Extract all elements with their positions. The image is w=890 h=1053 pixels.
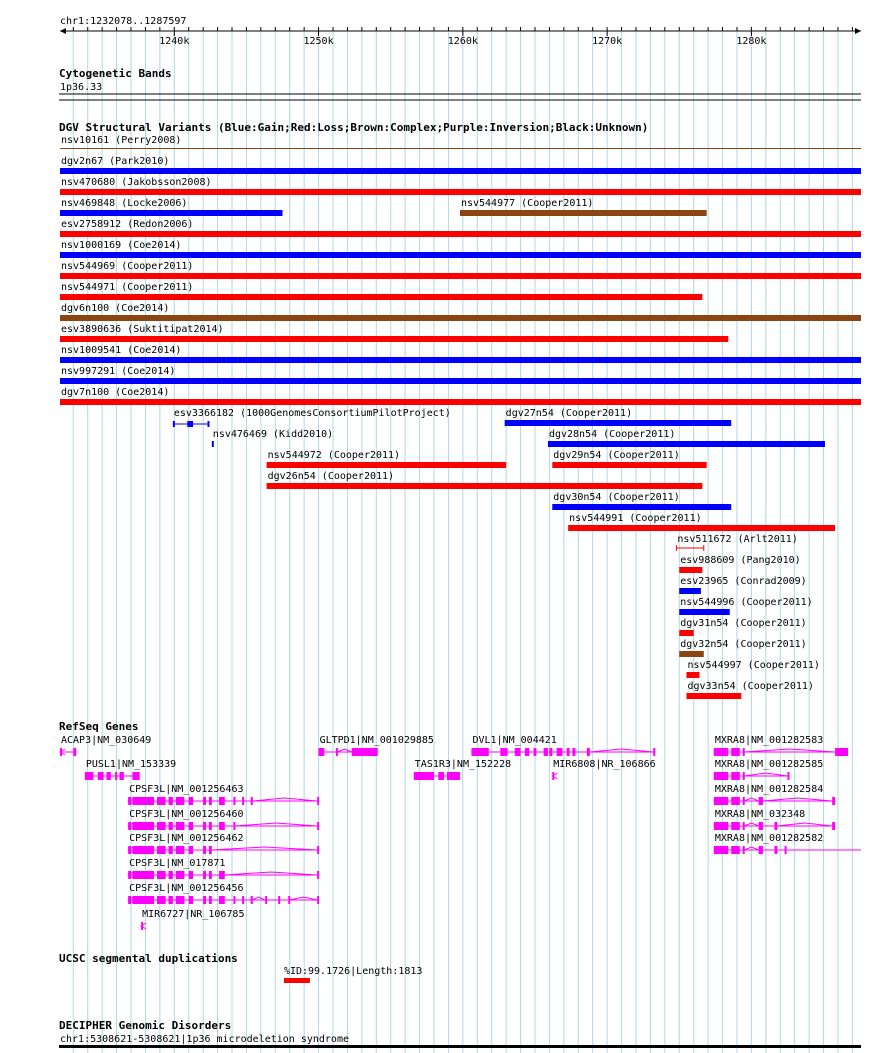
refseq-gene-exon[interactable] — [132, 772, 139, 780]
refseq-gene-exon[interactable] — [759, 846, 763, 854]
refseq-gene-exon[interactable] — [209, 822, 212, 830]
dgv-variant-bar[interactable] — [548, 441, 825, 447]
dgv-variant-label: nsv544996 (Cooper2011) — [680, 597, 813, 608]
refseq-gene-exon[interactable] — [176, 846, 185, 854]
refseq-gene-exon[interactable] — [265, 896, 267, 904]
dgv-variant-block[interactable] — [207, 421, 209, 427]
refseq-gene-label: GLTPD1|NM_001029885 — [319, 735, 434, 746]
refseq-gene-exon[interactable] — [98, 772, 104, 780]
ruler-tick-label: 1240k — [159, 36, 190, 47]
refseq-gene-exon[interactable] — [169, 896, 173, 904]
dgv-features — [60, 135, 861, 699]
dgv-variant-label: nsv10161 (Perry2008) — [61, 135, 182, 146]
refseq-gene-exon[interactable] — [743, 748, 745, 756]
ruler-arrow-right-icon — [855, 28, 861, 34]
refseq-gene-exon[interactable] — [317, 822, 319, 830]
dgv-variant-label: dgv32n54 (Cooper2011) — [680, 639, 807, 650]
dgv-variant-label: dgv33n54 (Cooper2011) — [687, 681, 814, 692]
refseq-gene-exon[interactable] — [233, 822, 235, 830]
dgv-variant-bar[interactable] — [679, 567, 702, 573]
refseq-gene-exon[interactable] — [219, 822, 225, 830]
refseq-gene-label: CPSF3L|NM_001256462 — [129, 833, 244, 844]
refseq-gene-exon[interactable] — [189, 896, 193, 904]
decipher-feature-label: chr1:5308621-5308621|1p36 microdeletion syndrome — [60, 1034, 349, 1045]
dgv-variant-label: nsv997291 (Coe2014) — [61, 366, 176, 377]
dgv-variant-bar[interactable] — [679, 630, 693, 636]
refseq-gene-exon[interactable] — [219, 896, 225, 904]
refseq-gene-exon[interactable] — [242, 797, 244, 805]
dgv-variant-bar[interactable] — [686, 693, 741, 699]
dgv-variant-label: dgv29n54 (Cooper2011) — [553, 450, 680, 461]
refseq-gene-exon[interactable] — [438, 772, 444, 780]
dgv-variant-label: nsv470680 (Jakobsson2008) — [61, 177, 212, 188]
segdup-bar[interactable] — [284, 978, 310, 983]
dgv-variant-label: dgv31n54 (Cooper2011) — [680, 618, 807, 629]
refseq-gene-exon[interactable] — [587, 748, 590, 756]
refseq-gene-exon[interactable] — [176, 822, 185, 830]
dgv-variant-bar[interactable] — [60, 294, 702, 300]
dgv-variant-label: nsv544977 (Cooper2011) — [460, 198, 594, 209]
dgv-variant-label: dgv7n100 (Coe2014) — [61, 387, 170, 398]
dgv-variant-bar[interactable] — [60, 148, 861, 149]
refseq-gene-exon[interactable] — [317, 846, 319, 854]
refseq-gene-exon[interactable] — [203, 822, 206, 830]
refseq-gene-exon[interactable] — [774, 846, 777, 854]
dgv-variant-label: nsv476469 (Kidd2010) — [212, 429, 334, 440]
refseq-gene-exon[interactable] — [336, 748, 338, 756]
dgv-variant-bar[interactable] — [212, 441, 214, 447]
refseq-gene-label: MXRA8|NM_032348 — [714, 809, 806, 820]
refseq-gene-exon[interactable] — [157, 797, 166, 805]
refseq-gene-exon[interactable] — [317, 797, 319, 805]
refseq-gene-exon[interactable] — [189, 797, 193, 805]
dgv-variant-label: dgv27n54 (Cooper2011) — [505, 408, 633, 419]
refseq-gene-label: CPSF3L|NM_017871 — [129, 858, 226, 869]
dgv-variant-label: dgv28n54 (Cooper2011) — [548, 429, 676, 440]
refseq-gene-exon[interactable] — [743, 797, 745, 805]
dgv-variant-bar[interactable] — [679, 651, 704, 657]
refseq-gene-label: ACAP3|NM_030649 — [61, 735, 152, 746]
refseq-gene-exon[interactable] — [714, 846, 728, 854]
dgv-variant-bar[interactable] — [60, 399, 861, 405]
refseq-gene-exon[interactable] — [835, 748, 848, 756]
refseq-gene-exon[interactable] — [157, 896, 166, 904]
refseq-gene-exon[interactable] — [115, 772, 117, 780]
ruler-tick-label: 1270k — [592, 36, 623, 47]
refseq-gene-label: MIR6808|NR_106866 — [553, 759, 656, 770]
dgv-variant-label: esv988609 (Pang2010) — [680, 555, 801, 566]
refseq-gene-exon[interactable] — [189, 846, 193, 854]
segdup-track-title[interactable]: UCSC segmental duplications — [59, 952, 238, 965]
refseq-gene-exon[interactable] — [414, 772, 434, 780]
refseq-gene-label: MXRA8|NM_001282583 — [714, 735, 824, 746]
refseq-gene-exon[interactable] — [219, 871, 225, 879]
dgv-variant-label: nsv544972 (Cooper2011) — [267, 450, 401, 461]
dgv-variant-label: nsv544969 (Cooper2011) — [61, 261, 194, 272]
refseq-gene-label: MXRA8|NM_001282584 — [714, 784, 824, 795]
refseq-gene-exon[interactable] — [132, 896, 154, 904]
ruler-ticks — [60, 27, 861, 47]
dgv-variant-label: dgv2n67 (Park2010) — [61, 156, 170, 167]
refseq-gene-exon[interactable] — [731, 822, 740, 830]
dgv-variant-bar[interactable] — [267, 483, 703, 489]
refseq-gene-exon[interactable] — [209, 896, 212, 904]
dgv-variant-bar[interactable] — [679, 588, 701, 594]
refseq-gene-exon[interactable] — [106, 772, 110, 780]
refseq-gene-exon[interactable] — [774, 822, 777, 830]
cytoband-track-title[interactable]: Cytogenetic Bands — [59, 67, 172, 80]
dgv-variant-bar[interactable] — [60, 336, 728, 342]
dgv-variant-label: esv3366182 (1000GenomesConsortiumPilotProject) — [173, 408, 451, 419]
refseq-gene-exon[interactable] — [119, 772, 123, 780]
dgv-variant-bar[interactable] — [505, 420, 732, 426]
refseq-gene-exon[interactable] — [169, 822, 173, 830]
refseq-gene-exon[interactable] — [731, 772, 740, 780]
dgv-variant-block[interactable] — [173, 421, 175, 427]
refseq-gene-label: CPSF3L|NM_001256456 — [129, 883, 244, 894]
dgv-variant-label: nsv1000169 (Coe2014) — [61, 240, 182, 251]
refseq-gene-exon[interactable] — [233, 797, 235, 805]
segdup-features — [284, 966, 422, 983]
ruler-arrow-left-icon — [60, 28, 66, 34]
refseq-gene-exon[interactable] — [714, 822, 728, 830]
dgv-variant-label: nsv511672 (Arlt2011) — [677, 534, 798, 545]
dgv-variant-label: nsv544997 (Cooper2011) — [687, 660, 820, 671]
refseq-gene-exon[interactable] — [203, 896, 206, 904]
refseq-gene-exon[interactable] — [731, 846, 740, 854]
refseq-gene-exon[interactable] — [534, 748, 537, 756]
refseq-gene-exon[interactable] — [515, 748, 521, 756]
refseq-gene-exon[interactable] — [278, 896, 280, 904]
decipher-feature[interactable] — [59, 1045, 861, 1048]
dgv-variant-label: nsv544971 (Cooper2011) — [61, 282, 194, 293]
dgv-variant-bar[interactable] — [60, 168, 861, 174]
refseq-gene-exon[interactable] — [785, 846, 787, 854]
refseq-gene-label: MXRA8|NM_001282582 — [714, 833, 824, 844]
refseq-gene-exon[interactable] — [714, 797, 728, 805]
dgv-variant-label: esv23965 (Conrad2009) — [680, 576, 807, 587]
ruler-tick-label: 1260k — [447, 36, 478, 47]
refseq-gene-exon[interactable] — [472, 748, 489, 756]
refseq-gene-exon[interactable] — [209, 846, 212, 854]
refseq-gene-exon[interactable] — [500, 748, 507, 756]
refseq-gene-exon[interactable] — [447, 772, 460, 780]
dgv-variant-bar[interactable] — [60, 315, 861, 321]
refseq-gene-exon[interactable] — [743, 822, 745, 830]
refseq-gene-exon[interactable] — [319, 748, 325, 756]
refseq-track-title[interactable]: RefSeq Genes — [59, 720, 139, 733]
refseq-gene-label: DVL1|NM_004421 — [472, 735, 557, 746]
refseq-gene-exon[interactable] — [233, 896, 235, 904]
dgv-variant-label: dgv30n54 (Cooper2011) — [553, 492, 680, 503]
refseq-gene-label: CPSF3L|NM_001256463 — [129, 784, 244, 795]
refseq-gene-exon[interactable] — [544, 748, 548, 756]
refseq-gene-exon[interactable] — [759, 797, 763, 805]
dgv-variant-label: nsv1009541 (Coe2014) — [61, 345, 182, 356]
refseq-gene-exon[interactable] — [832, 797, 835, 805]
refseq-gene-exon[interactable] — [209, 797, 212, 805]
refseq-gene-exon[interactable] — [176, 797, 185, 805]
refseq-gene-exon[interactable] — [714, 772, 728, 780]
refseq-gene-label: TAS1R3|NM_152228 — [414, 759, 512, 770]
refseq-gene-exon[interactable] — [157, 822, 166, 830]
refseq-gene-label: MXRA8|NM_001282585 — [714, 759, 824, 770]
refseq-gene-exon[interactable] — [317, 896, 319, 904]
refseq-gene-exon[interactable] — [525, 748, 529, 756]
dgv-track-title[interactable]: DGV Structural Variants (Blue:Gain;Red:Loss;Brown:Complex;Purple:Inversion;Black:Unknown) — [59, 121, 649, 134]
refseq-gene-exon[interactable] — [176, 896, 185, 904]
refseq-gene-exon[interactable] — [157, 846, 166, 854]
ruler-tick-label: 1280k — [736, 36, 767, 47]
refseq-gene-exon[interactable] — [157, 871, 166, 879]
dgv-variant-bar[interactable] — [60, 210, 283, 216]
refseq-gene-exon[interactable] — [317, 871, 319, 879]
dgv-variant-label: dgv6n100 (Coe2014) — [61, 303, 170, 314]
refseq-gene-label: CPSF3L|NM_001256460 — [129, 809, 244, 820]
refseq-gene-exon[interactable] — [572, 748, 575, 756]
dgv-variant-bar[interactable] — [60, 357, 861, 363]
refseq-gene-exon[interactable] — [203, 797, 206, 805]
ruler-tick-label: 1250k — [303, 36, 334, 47]
refseq-gene-exon[interactable] — [557, 748, 563, 756]
refseq-gene-exon[interactable] — [714, 748, 728, 756]
refseq-gene-exon[interactable] — [132, 871, 154, 879]
dgv-variant-bar[interactable] — [60, 378, 861, 384]
refseq-gene-exon[interactable] — [251, 797, 253, 805]
refseq-gene-exon[interactable] — [176, 871, 185, 879]
refseq-gene-exon[interactable] — [132, 797, 154, 805]
dgv-variant-bar[interactable] — [679, 609, 729, 615]
refseq-gene-exon[interactable] — [288, 896, 290, 904]
refseq-features — [60, 735, 861, 930]
refseq-gene-exon[interactable] — [242, 896, 244, 904]
decipher-track-title[interactable]: DECIPHER Genomic Disorders — [59, 1019, 232, 1032]
refseq-gene-exon[interactable] — [169, 797, 173, 805]
dgv-variant-bar[interactable] — [686, 672, 699, 678]
dgv-variant-bar[interactable] — [60, 252, 861, 258]
dgv-variant-bar[interactable] — [267, 462, 506, 468]
refseq-gene-exon[interactable] — [132, 822, 154, 830]
refseq-gene-exon[interactable] — [731, 797, 740, 805]
refseq-gene-exon[interactable] — [73, 748, 76, 756]
refseq-gene-exon[interactable] — [743, 772, 745, 780]
refseq-gene-exon[interactable] — [743, 846, 745, 854]
refseq-gene-label: MIR6727|NR_106785 — [142, 909, 245, 920]
refseq-gene-exon[interactable] — [209, 871, 212, 879]
refseq-gene-exon[interactable] — [567, 748, 570, 756]
dgv-variant-label: nsv544991 (Cooper2011) — [569, 513, 702, 524]
dgv-variant-bar[interactable] — [460, 210, 707, 216]
refseq-gene-label: PUSL1|NM_153339 — [85, 759, 177, 770]
refseq-gene-exon[interactable] — [653, 748, 655, 756]
dgv-variant-label: esv3890636 (Suktitipat2014) — [61, 324, 224, 335]
dgv-variant-bar[interactable] — [60, 273, 861, 279]
dgv-variant-label: dgv26n54 (Cooper2011) — [267, 471, 395, 482]
dgv-variant-bar[interactable] — [60, 189, 861, 195]
refseq-gene-exon[interactable] — [731, 748, 740, 756]
segdup-label: %ID:99.1726|Length:1813 — [283, 966, 423, 977]
refseq-gene-exon[interactable] — [352, 748, 378, 756]
dgv-variant-bar[interactable] — [60, 231, 861, 237]
refseq-gene-exon[interactable] — [132, 846, 154, 854]
location-label: chr1:1232078..1287597 — [60, 16, 187, 27]
refseq-gene-exon[interactable] — [787, 772, 789, 780]
refseq-gene-exon[interactable] — [549, 748, 552, 756]
dgv-variant-bar[interactable] — [568, 525, 835, 531]
refseq-gene-exon[interactable] — [219, 797, 225, 805]
dgv-variant-label: esv2758912 (Redon2006) — [61, 219, 194, 230]
refseq-gene-exon[interactable] — [251, 896, 253, 904]
cytoband-label: 1p36.33 — [60, 82, 103, 93]
refseq-gene-exon[interactable] — [169, 871, 173, 879]
dgv-variant-bar[interactable] — [552, 462, 706, 468]
refseq-gene-exon[interactable] — [203, 846, 206, 854]
refseq-gene-exon[interactable] — [832, 822, 835, 830]
refseq-gene-exon[interactable] — [189, 871, 193, 879]
refseq-gene-exon[interactable] — [189, 822, 193, 830]
refseq-gene-exon[interactable] — [169, 846, 173, 854]
dgv-variant-bar[interactable] — [552, 504, 731, 510]
dgv-variant-label: nsv469848 (Locke2006) — [61, 198, 188, 209]
dgv-variant-block[interactable] — [187, 421, 193, 427]
refseq-gene-exon[interactable] — [203, 871, 206, 879]
refseq-gene-exon[interactable] — [759, 822, 763, 830]
refseq-gene-exon[interactable] — [85, 772, 94, 780]
